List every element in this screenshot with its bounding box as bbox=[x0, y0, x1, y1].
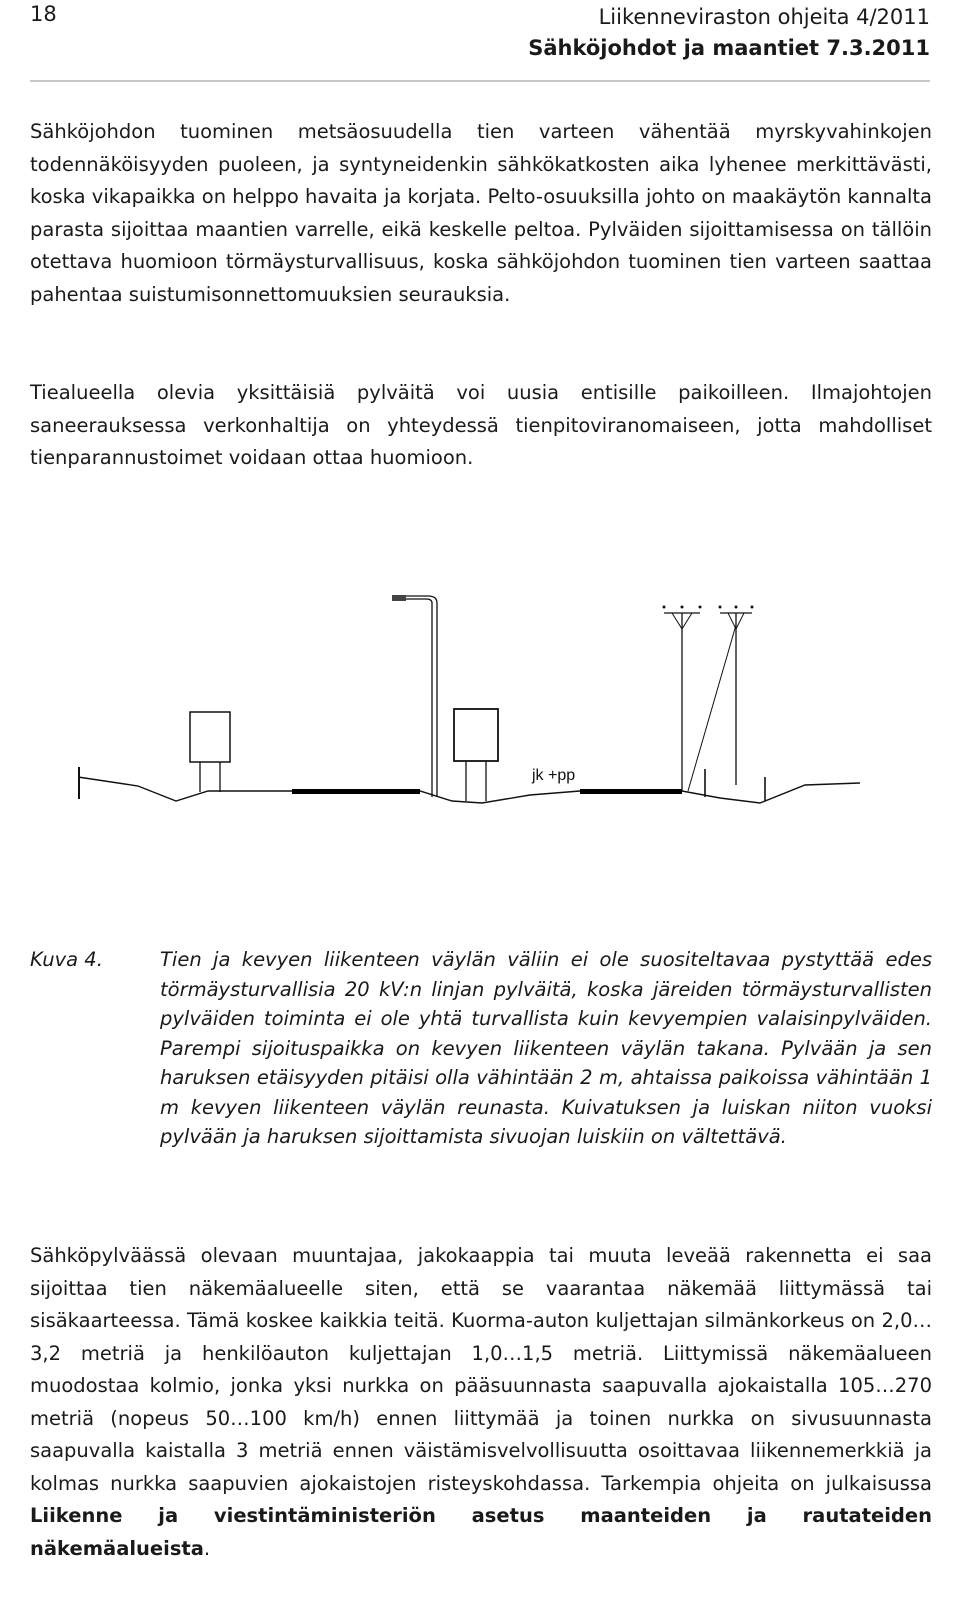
utility-pole-2-brace-r bbox=[736, 613, 744, 629]
utility-pole-2-brace-l bbox=[728, 613, 736, 629]
insulator-1a bbox=[663, 606, 666, 609]
header-divider bbox=[30, 80, 930, 82]
insulator-2c bbox=[751, 606, 754, 609]
paragraph3-text: Sähköpylväässä olevaan muuntajaa, jakokaappia tai muuta leveää rakennetta ei saa sijoittaa tien näkemäalueelle siten, että se vaarantaa näkemää liittymässä tai sisäkaarteessa. Tämä koskee kaikkia teitä. Kuorma-auton kuljettajan silmänkorkeus on 2,0…3,2 metriä ja henkilöauton kuljettajan 1,0…1,5 metriä. Liittymissä näkemäalueen muodostaa kolmio, jonka yksi nurkka on pääsuunnasta saapuvalla ajokaistalla 105…270 metriä (nopeus 50…100 km/h) ennen liittymää ja toinen nurkka on sivusuunnasta saapuvalla kaistalla 3 metriä ennen väistämisvelvollisuutta osoittavaa liikennemerkkiä ja kolmas nurkka saapuvien ajokaistojen risteyskohdassa. Tarkempia ohjeita on julkaisussa bbox=[30, 1244, 932, 1495]
road-cross-section-figure bbox=[60, 585, 860, 885]
traffic-sign-left bbox=[190, 712, 230, 762]
insulator-1c bbox=[699, 606, 702, 609]
lamp-post-arm bbox=[405, 599, 432, 603]
body-paragraph-1: Sähköjohdon tuominen metsäosuudella tien varteen vähentää myrskyvahinkojen todennäköisyyden puoleen, ja syntyneidenkin sähkökatkosten aika lyhenee merkittävästi, koska vikapaikka on helppo havaita ja korjata. Pelto-osuuksilla johto on maakäytön kannalta parasta sijoittaa maantien varrelle, eikä keskelle peltoa. Pylväiden sijoittamisessa on tällöin otettava huomioon törmäysturvallisuus, koska sähköjohdon tuominen tien varteen saattaa pahentaa suistumisonnettomuuksien seurauksia. bbox=[30, 120, 932, 306]
publication-subtitle: Sähköjohdot ja maantiet 7.3.2011 bbox=[528, 36, 930, 60]
insulator-1b bbox=[681, 606, 684, 609]
publication-title bbox=[528, 2, 930, 64]
body-paragraph-3 bbox=[30, 1240, 932, 1565]
guy-wire bbox=[688, 625, 736, 791]
body-paragraph-2: Tiealueella olevia yksittäisiä pylväitä voi uusia entisille paikoilleen. Ilmajohtojen saneerauksessa verkonhaltija on yhteydessä tienpitoviranomaiseen, jotta mahdolliset tienparannustoimet voidaan ottaa huomioon. bbox=[30, 381, 932, 469]
paragraph3-end: . bbox=[203, 1536, 211, 1560]
road-lane-bar-1 bbox=[292, 789, 420, 794]
insulator-2b bbox=[735, 606, 738, 609]
page-number: 18 bbox=[30, 2, 57, 26]
utility-pole-1-brace-l bbox=[672, 613, 682, 629]
traffic-sign-right bbox=[454, 709, 498, 761]
page-header bbox=[0, 0, 960, 82]
road-profile-line bbox=[78, 777, 860, 803]
road-lane-bar-2 bbox=[580, 789, 682, 794]
utility-pole-1-brace-r bbox=[682, 613, 692, 629]
caption-label: Kuva 4. bbox=[30, 948, 103, 971]
publication-name: Liikenneviraston ohjeita 4/2011 bbox=[598, 5, 930, 29]
caption-text: Tien ja kevyen liikenteen väylän väliin ei ole suositeltavaa pystyttää edes törmäysturvallisia 20 kV:n linjan pylväitä, koska järeiden törmäysturvallisten pylväiden toiminta ei ole yhtä turvallista kuin kevyempien valaisinpylväiden. Parempi sijoituspaikka on kevyen liikenteen väylän takana. Pylvään ja sen haruksen etäisyyden pitäisi olla vähintään 2 m, ahtaissa paikoissa vähintään 1 m kevyen liikenteen väylän reunasta. Kuivatuksen ja luiskan niiton vuoksi pylvään ja haruksen sijoittamista sivuojan luiskiin on vältettävä. bbox=[160, 948, 932, 1148]
lamp-head bbox=[392, 595, 406, 601]
figure-label-jkpp: jk +pp bbox=[532, 767, 576, 784]
insulator-2a bbox=[719, 606, 722, 609]
regulation-reference: Liikenne ja viestintäministeriön asetus maanteiden ja rautateiden näkemäalueista bbox=[30, 1504, 932, 1560]
